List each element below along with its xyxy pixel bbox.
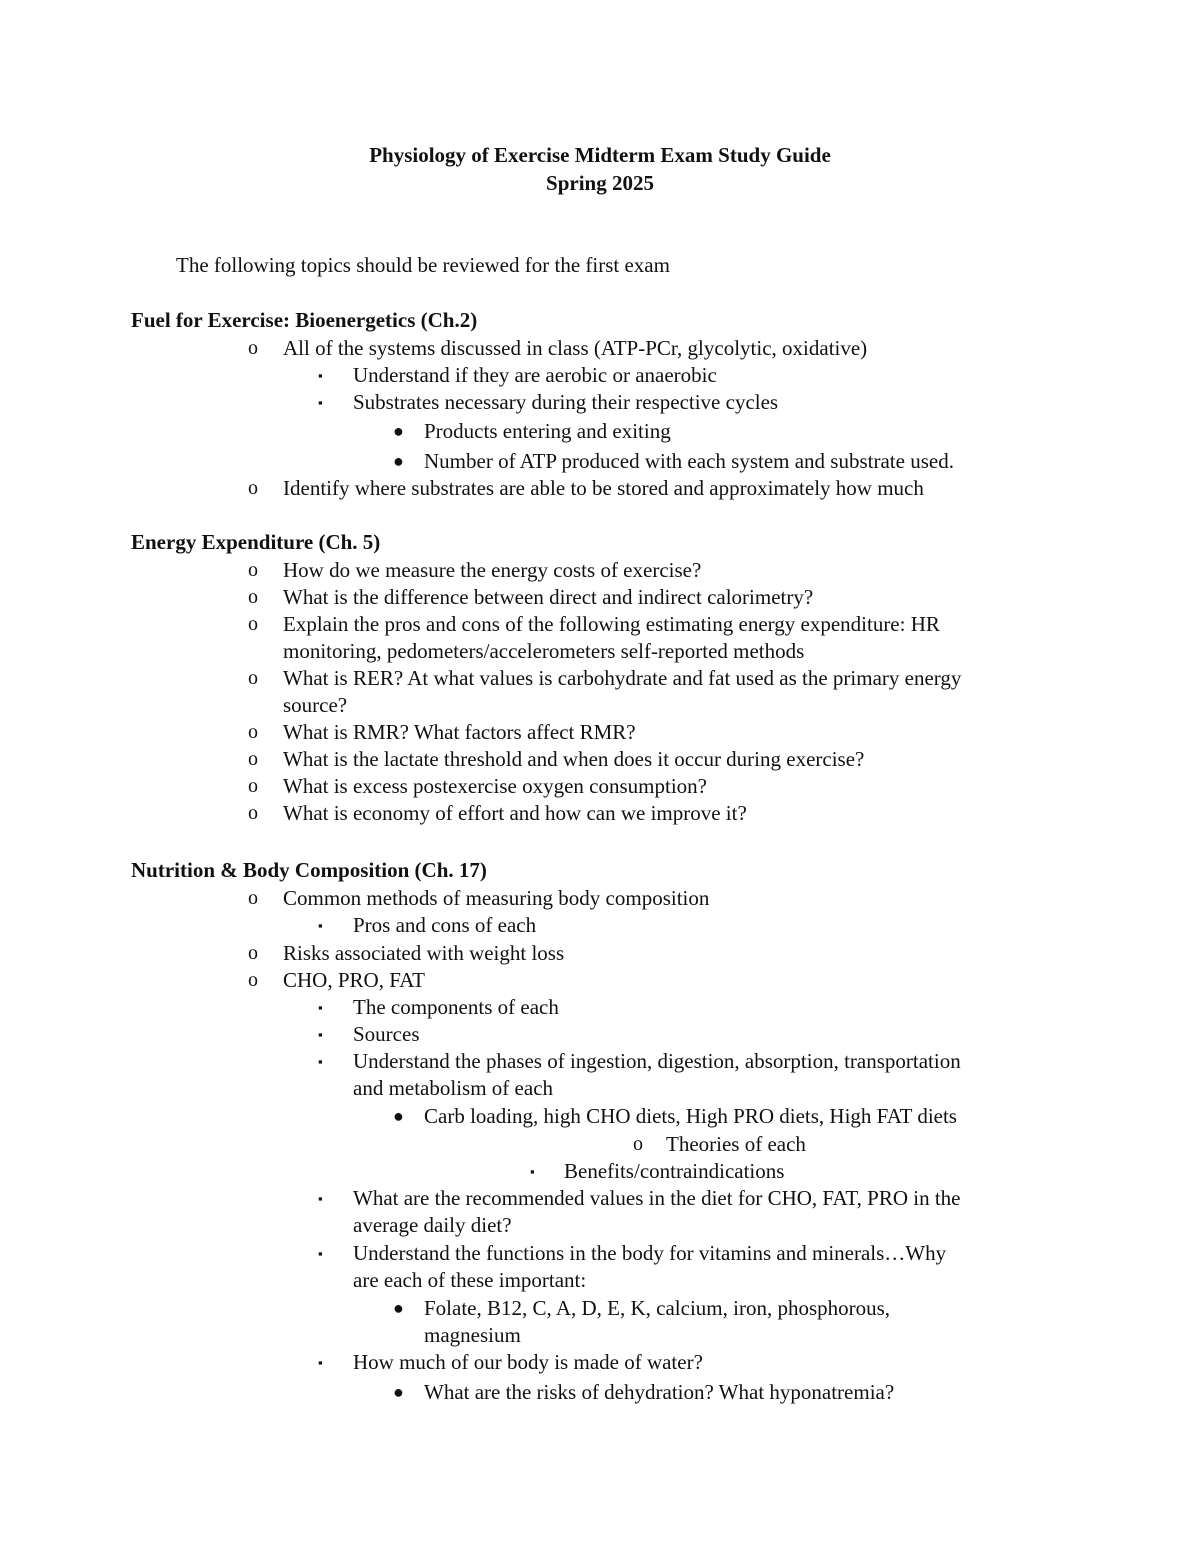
square-bullet-icon: ▪ [318,1000,323,1015]
hollow-bullet-icon: o [248,667,258,689]
section-heading-energy-expenditure: Energy Expenditure (Ch. 5) [131,530,381,554]
square-bullet-icon: ▪ [318,918,323,933]
dot-bullet-icon: ● [393,1382,404,1402]
hollow-bullet-icon: o [248,775,258,797]
hollow-bullet-icon: o [248,942,258,964]
dot-bullet-icon: ● [393,1298,404,1318]
section-heading-bioenergetics: Fuel for Exercise: Bioenergetics (Ch.2) [131,308,478,332]
dot-bullet-icon: ● [393,421,404,441]
hollow-bullet-icon: o [248,887,258,909]
hollow-bullet-icon: o [248,969,258,991]
square-bullet-icon: ▪ [318,1246,323,1261]
section-heading-nutrition: Nutrition & Body Composition (Ch. 17) [131,858,487,882]
square-bullet-icon: ▪ [318,1027,323,1042]
square-bullet-icon: ▪ [318,368,323,383]
document-page: Physiology of Exercise Midterm Exam Study Guide Spring 2025 The following topics should be reviewed for the first exam Fuel for Exercise: Bioenergetics (Ch.2) o All of the systems discussed in class (ATP-PCr, glycolytic, oxidative) ▪ Understand if they are aerobic or anaerobic ▪ Substrates necessary during their respective cycles ● Products entering and exiting ● Number of ATP produced with each system and substrate used. o Identify where substrates are able to be stored and approximately how much Energy Expenditure (Ch. 5) o How do we measure the energy costs of exercise? o What is the difference between direct and indirect calorimetry? o Explain the pros and cons of the following estimating energy expenditure: HR monitoring, pedometers/accelerometers self-reported methods o What is RER? At what values is carbohydrate and fat used as the primary energy source? o What is RMR? What factors affect RMR? o What is the lactate threshold and when does it occur during exercise? o What is excess postexercise oxygen consumption? o What is economy of effort and how can we improve it? Nutrition & Body Composition (Ch. 17) o Common methods of measuring body composition ▪ Pros and cons of each o Risks associated with weight loss o CHO, PRO, FAT ▪ The components of each ▪ Sources ▪ Understand the phases of ingestion, digestion, absorption, transportation and metabolism of each ● Carb loading, high CHO diets, High PRO diets, High FAT diets o Theories of each ▪ Benefits/contraindications ▪ What are the recommended values in the diet for CHO, FAT, PRO in the average daily diet? ▪ Understand the functions in the body for vitamins and minerals…Why are each of these important: ● Folate, B12, C, A, D, E, K, calcium, iron, phosphorous, magnesium ▪ How much of our body is made of water? ● What are the risks of dehydration? What hyponatremia? [0,0,1200,1553]
hollow-bullet-icon: o [633,1133,643,1155]
hollow-bullet-icon: o [248,337,258,359]
page-title: Physiology of Exercise Midterm Exam Study Guide [369,143,831,167]
hollow-bullet-icon: o [248,559,258,581]
hollow-bullet-icon: o [248,586,258,608]
hollow-bullet-icon: o [248,721,258,743]
dot-bullet-icon: ● [393,451,404,471]
hollow-bullet-icon: o [248,477,258,499]
hollow-bullet-icon: o [248,748,258,770]
square-bullet-icon: ▪ [318,395,323,410]
square-bullet-icon: ▪ [318,1191,323,1206]
hollow-bullet-icon: o [248,613,258,635]
square-bullet-icon: ▪ [530,1164,535,1179]
intro-text: The following topics should be reviewed for the first exam [176,253,670,277]
hollow-bullet-icon: o [248,802,258,824]
square-bullet-icon: ▪ [318,1355,323,1370]
dot-bullet-icon: ● [393,1106,404,1126]
square-bullet-icon: ▪ [318,1054,323,1069]
page-subtitle: Spring 2025 [546,171,654,195]
